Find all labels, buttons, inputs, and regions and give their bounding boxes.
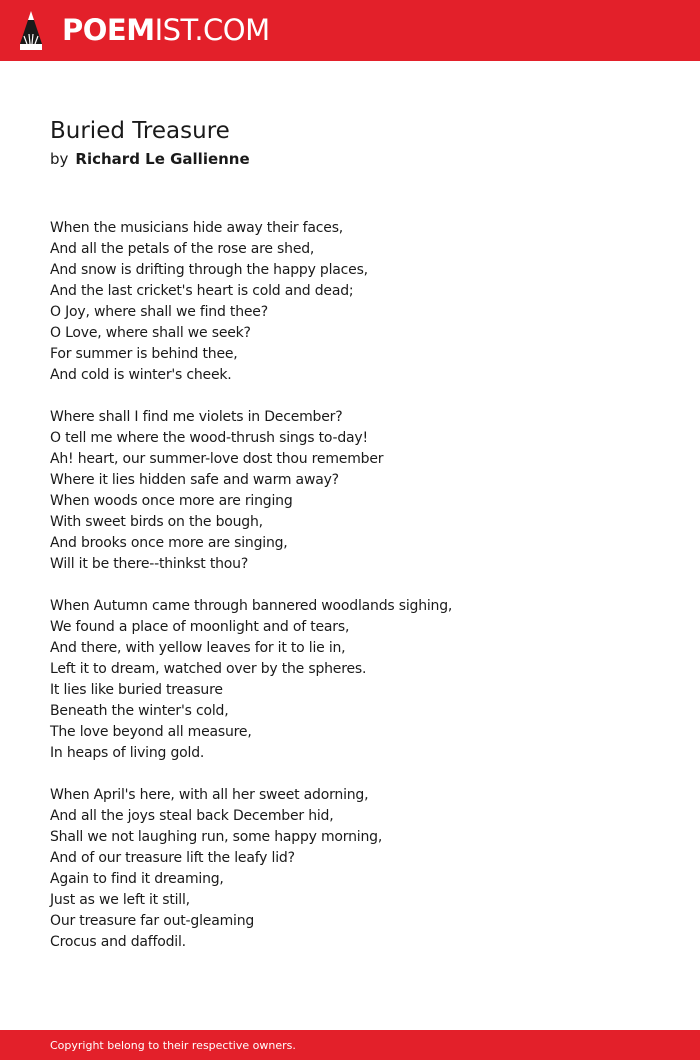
- poem-line: When Autumn came through bannered woodlands sighing,: [50, 598, 453, 614]
- poem-line: We found a place of moonlight and of tears,: [50, 619, 350, 635]
- poem-line: And the last cricket's heart is cold and dead;: [50, 283, 354, 299]
- poem-line: And there, with yellow leaves for it to lie in,: [50, 640, 346, 656]
- poem-title: Buried Treasure: [50, 118, 230, 144]
- poem-line: Where it lies hidden safe and warm away?: [50, 472, 339, 488]
- poem-line: Will it be there--thinkst thou?: [50, 556, 249, 572]
- poem-line: When the musicians hide away their faces,: [50, 220, 344, 236]
- poem-line: And snow is drifting through the happy places,: [50, 262, 368, 278]
- poem-line: O Joy, where shall we find thee?: [50, 304, 268, 320]
- poem-line: And all the joys steal back December hid,: [50, 808, 334, 824]
- poem-line: Ah! heart, our summer-love dost thou remember: [50, 451, 384, 467]
- poem-line: Where shall I find me violets in December?: [50, 409, 343, 425]
- stanza: [50, 407, 670, 575]
- copyright-notice: Copyright belong to their respective owners.: [50, 1039, 296, 1052]
- by-label: by: [50, 150, 69, 168]
- poem-line: Shall we not laughing run, some happy morning,: [50, 829, 383, 845]
- stanza: [50, 218, 670, 386]
- logo-text-light: IST.COM: [154, 13, 270, 47]
- byline: [50, 149, 250, 169]
- poem-line: When April's here, with all her sweet adorning,: [50, 787, 369, 803]
- poem-line: Again to find it dreaming,: [50, 871, 224, 887]
- poem-line: Our treasure far out-gleaming: [50, 913, 255, 929]
- poem-body: [50, 218, 670, 974]
- poem-line: And brooks once more are singing,: [50, 535, 288, 551]
- author-name: Richard Le Gallienne: [75, 150, 250, 168]
- site-logo[interactable]: [62, 12, 270, 48]
- poem-line: Crocus and daffodil.: [50, 934, 186, 950]
- pencil-logo-icon[interactable]: [18, 10, 44, 51]
- poem-line: When woods once more are ringing: [50, 493, 293, 509]
- header-bar: [0, 0, 700, 61]
- footer-bar: [0, 1030, 700, 1060]
- poem-line: It lies like buried treasure: [50, 682, 223, 698]
- poem-line: The love beyond all measure,: [50, 724, 252, 740]
- logo-text-bold: POEM: [62, 13, 155, 47]
- stanza: [50, 785, 670, 953]
- poem-line: Just as we left it still,: [50, 892, 190, 908]
- stanza: [50, 596, 670, 764]
- poem-line: And all the petals of the rose are shed,: [50, 241, 315, 257]
- poem-line: In heaps of living gold.: [50, 745, 205, 761]
- poem-line: And cold is winter's cheek.: [50, 367, 232, 383]
- poem-line: O Love, where shall we seek?: [50, 325, 251, 341]
- poem-line: O tell me where the wood-thrush sings to-day!: [50, 430, 368, 446]
- poem-line: For summer is behind thee,: [50, 346, 238, 362]
- poem-line: And of our treasure lift the leafy lid?: [50, 850, 295, 866]
- poem-line: Left it to dream, watched over by the spheres.: [50, 661, 367, 677]
- poem-line: Beneath the winter's cold,: [50, 703, 229, 719]
- poem-line: With sweet birds on the bough,: [50, 514, 263, 530]
